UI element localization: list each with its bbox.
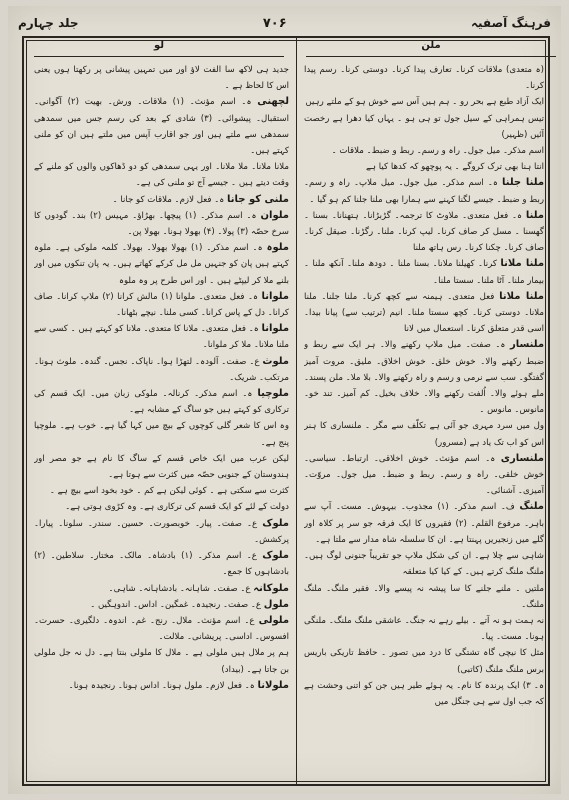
dictionary-entry — [304, 451, 544, 500]
entry-headword: ملوانا — [261, 290, 289, 302]
right-column-heading: ملن — [306, 40, 556, 57]
entry-text: نہ ہمت ہو نہ آتے ۔ بیلے رہے نہ جنگ۔ عاشقی ملنگ ملنگ۔ ملنگی ہونا۔ مست۔ پیا۔ — [304, 615, 544, 643]
entry-text: ہ۔ فعل متعدی۔ ملانا کا متعدی۔ ملانا کو کہتے ہیں ۔ کسی سے ملنا ملانا۔ ملا کر ملوانا۔ — [34, 324, 289, 351]
dictionary-entry — [304, 418, 544, 450]
entry-text: مثل کا نیچی گاہ تشتگی کا درد میں تصور ۔ حافظ تاریکی باریس برس ملنگ ملنگ (کاتبی) — [304, 648, 544, 675]
entry-text: لیکن عرب میں ایک خاص قسم کے ساگ کا نام ہے جو مصر اور ہندوستان کے جنوبی حصّہ میں کثرت سے ہوتا ہے۔ — [34, 453, 289, 481]
entry-headword: ملولی — [258, 614, 289, 626]
dictionary-entry — [304, 548, 544, 580]
dictionary-entry — [304, 94, 544, 110]
page-header — [18, 12, 551, 34]
entry-headword: ملنی کو جانا — [227, 193, 289, 205]
column-divider — [296, 38, 297, 784]
entry-text: ع۔ صفت۔ پیار۔ خوبصورت۔ حسین۔ سندر۔ سلونا۔ پیارا۔ پرکشش۔ — [34, 518, 289, 545]
book-title: فرہنگ آصفیہ — [471, 16, 551, 30]
scanned-page — [8, 6, 561, 794]
entry-text: ہ۔ اسم مؤنث۔ (۱) ملاقات۔ ورش۔ بھیت (۲) آگوانی۔ استقبال۔ پیشوائی۔ (۳) شادی کے بعد کی رسم جس میں سمدھی سمدھی سے ملتے ہیں اور جو اقارب آپس میں ملتے ہیں ان کو ملنی کہتے ہیں۔ — [34, 97, 289, 157]
entry-text: ہ۔ فعل متعدی۔ ملوانا (۱) مالش کرانا (۲) ملاپ کرانا۔ صاف کرانا۔ دل کے پاس کرانا۔ کسی ملنا۔ نیچے بٹھانا۔ — [34, 291, 289, 319]
entry-text: ہ۔ اسم مذکر۔ (۱) پیچھا۔ بھڑاؤ۔ مہیس (۲) بند۔ گودوں کا سرخ حصّہ (۳) پولا۔ (۴) بھولا ہونا۔ بھولا پن۔ — [34, 210, 289, 238]
dictionary-entry — [34, 62, 289, 94]
entry-text: ع۔ صفت۔ رنجیدہ۔ غمگین۔ اداس۔ اندوہگیں ۔ — [90, 599, 262, 610]
dictionary-entry — [34, 208, 289, 240]
entry-text: دولت کے لئے کو ایک قسم کی ترکاری ہے۔ وہ کڑوی ہوتی ہے۔ — [65, 502, 289, 513]
entry-headword: ملوچیا — [257, 388, 289, 400]
entry-text: ملانا ملانا۔ ملا ملانا۔ اور یہی سمدھی کو دو ڈھاکوں والوں کو ملنے کے وقت دیتے ہیں ۔ جیسے آج تو ملنی کی ہے۔ — [34, 162, 289, 189]
entry-headword: ملول — [263, 598, 289, 610]
dictionary-entry — [304, 645, 544, 677]
entry-headword: ملنا جلنا — [501, 177, 544, 189]
entry-headword: ملنگ — [519, 501, 544, 513]
dictionary-entry — [304, 581, 544, 613]
entry-text: فعل متعدی۔ ہیمنہ سے کچھ کرنا۔ ملنا جلنا۔ ملنا ملانا۔ دوستی کرنا۔ کچھ سستا ملنا۔ انیم (ترتیب سے) پیانا بیدا۔ اسی قدر متعلق کرنا۔ استعمال میں لانا — [304, 291, 544, 335]
dictionary-entry — [34, 645, 289, 677]
dictionary-entry — [304, 337, 544, 418]
dictionary-entry — [304, 175, 544, 207]
dictionary-entry — [34, 451, 289, 483]
entry-text: ع۔ اسم مذکر۔ (۱) بادشاہ۔ مالک۔ مختار۔ سلاطین۔ (۲) بادشاہوں کا جمع۔ — [34, 551, 289, 578]
entry-text: شاہی سے چلا ہے۔ ان کی شکل ملاپ جو تقریباً جنونی لوگ ہیں۔ ملنگ ملنگ کرتے ہیں۔ کے کیا کیا متعلقہ — [304, 551, 544, 578]
dictionary-entry — [304, 111, 544, 143]
page-number: ۷۰۶ — [262, 15, 287, 31]
entry-headword: ملنساری — [500, 452, 544, 464]
entry-text: ف۔ اسم مذکر۔ (۱) مجذوب۔ بیہوش۔ مست۔ آپ سے باہر۔ مرفوع القلم۔ (۲) فقیروں کا ایک فرقہ جو سر پر کلاہ اور گلے میں زنجیریں پہنتا ہے۔ ان کا سلسلہ شاہ مدار سے ملتا ہے۔ — [304, 502, 544, 545]
dictionary-entry — [34, 418, 289, 450]
page-frame — [22, 36, 550, 786]
entry-text: ع۔ صفت۔ شاہانہ۔ بادشاہانہ۔ شاہی۔ — [108, 583, 251, 594]
entry-text: ول میں سرد مہری جو آئی ہے تکلّف سے مگر ۔ ملنساری کا ہنر اس کو اب تک یاد ہے (مسرور) — [304, 421, 544, 448]
entry-text: ہم پر ملال ہیں ملولی ہے ۔ ملال کا ملولی بنتا ہے۔ دل نہ جل ملولی بن جاتا ہے۔ (بیداد) — [34, 648, 289, 675]
entry-headword: ملولانا — [257, 679, 289, 691]
entry-headword: ملوک — [262, 550, 289, 562]
dictionary-entry — [34, 597, 289, 613]
entry-headword: ملوث — [262, 355, 289, 367]
entry-text: انتا ہنا بھی ترک کروگے ۔ یہ پوچھو کہ کدھا کیا ہے — [366, 162, 544, 173]
entry-text: ہ۔ اسم مذکر۔ (۱) بھولا بھولا۔ بھولا۔ کلمہ ملوکی ہے۔ ملوہ کہتے ہیں پان کو جنہیں مل مل کرکے کھاتے ہیں۔ یہ پان تنکوں میں اور بلنے ملا کر لیپٹے ہیں ۔ اور اس طرح پر وہ ملوہ — [34, 243, 289, 286]
dictionary-entry — [34, 678, 289, 694]
dictionary-entry — [304, 613, 544, 645]
dictionary-entry — [304, 678, 544, 710]
entry-text: ہ۔ فعل متعدی۔ ملاوٹ کا ترجمہ۔ گڑبڑانا۔ ہتھنانا۔ بسنا ۔ گھسنا ۔ مسل کر صاف کرنا۔ لیپ کرنا۔ ملنا۔ رگڑنا۔ صیقل کرنا۔ صاف کرنا۔ چکنا کرنا۔ رس ہاتھ ملنا — [304, 210, 544, 254]
dictionary-entry — [304, 62, 544, 94]
entry-text: ہ۔ اسم مذکر۔ میل جول۔ میل ملاپ۔ راہ و رسم۔ ربط و ضبط۔ جیسے لگنا کہنے سے ہمارا بھی ملنا جلنا کم ہو گیا ۔ — [304, 178, 544, 205]
dictionary-entry — [34, 192, 289, 208]
entry-text: جدید ہی لاکھ سا الفت لاؤ اور میں تمہیں پیشانی پر رکھتا ہوں یعنی اس کا لحاظ ہے ۔ — [34, 65, 289, 92]
entry-headword: ملنسار — [509, 339, 544, 351]
right-column — [304, 62, 544, 778]
dictionary-entry — [34, 516, 289, 548]
entry-headword: ملوک — [262, 517, 289, 529]
dictionary-entry — [34, 581, 289, 597]
dictionary-entry — [34, 499, 289, 515]
entry-headword: لچھنی — [257, 96, 289, 108]
dictionary-entry — [34, 289, 289, 321]
dictionary-entry — [34, 386, 289, 418]
entry-headword: ملوکانہ — [253, 582, 289, 594]
entry-text: ملتیں ۔ ملنے جلنے کا سا پیشہ نہ پیسے والا۔ فقیر ملنگ۔ ملنگ ملنگ۔ — [304, 583, 544, 610]
entry-headword: ملنا ملانا — [499, 290, 544, 302]
entry-text: ع۔ اسم مؤنث۔ ملال۔ رنج۔ غم۔ اندوہ۔ دلگیری۔ حسرت۔ افسوس۔ اداسی۔ پریشانی۔ ملالت۔ — [34, 615, 289, 643]
entry-headword: ملوہ — [266, 242, 289, 254]
dictionary-entry — [34, 548, 289, 580]
entry-headword: ملنا ملانا — [500, 258, 544, 270]
entry-text: اسم مذکر۔ میل جول۔ راہ و رسم۔ ربط و ضبط۔ ملاقات ۔ — [331, 146, 544, 157]
entry-text: ہ۔ ۳) ایک پرندہ کا نام۔ یہ ہوئے طیر ہیں جن کو اتنی وحشت ہے کہ جب اول سے ہی جنگل میں — [304, 680, 544, 707]
entry-text: کثرت سے سکتی ہے ۔ کوئی لیکن ہے کم ۔ خود بخود اسے بیچ ہے ۔ — [49, 486, 289, 497]
entry-text: ع۔ صفت۔ آلودہ۔ لتھڑا ہوا۔ ناپاک۔ نجس۔ گندہ۔ ملوث ہونا۔ مرتکب۔ شریک۔ — [34, 356, 289, 383]
dictionary-entry — [34, 240, 289, 289]
dictionary-entry — [34, 321, 289, 353]
dictionary-entry — [304, 289, 544, 338]
dictionary-entry — [34, 354, 289, 386]
dictionary-entry — [304, 256, 544, 288]
entry-headword: ملوان — [260, 209, 289, 221]
dictionary-entry — [304, 143, 544, 159]
entry-text: کرنا۔ کھیلنا ملانا۔ بسنا ملنا ۔ دودھ ملنا۔ آنکھ ملنا ۔ بیمار ملنا۔ آٹا ملنا۔ سستا ملنا۔ — [304, 259, 544, 286]
entry-headword: ملوانا — [261, 323, 289, 335]
entry-text: ہ۔ صفت۔ میل ملاپ رکھنے والا۔ ہر ایک سے ربط و ضبط رکھنے والا۔ خوش خلق۔ خوش اخلاق۔ ملیق۔ مروت آمیز گفتگو۔ سب سے نرمی و رسم و راہ رکھنے والا۔ بلا ملا۔ ملن پسند۔ ملے ہوئے والا۔ اُلفت رکھنے والا۔ خلاف بخیل۔ کم آمیز۔ تند خو۔ مانوس۔ مانوس ۔ — [304, 340, 544, 416]
dictionary-entry — [34, 613, 289, 645]
entry-text: ہ۔ اسم مذکر۔ کرنالہ۔ ملوکی زبان میں۔ ایک قسم کی ترکاری کو کہتے ہیں جو ساگ کے مشابہ ہے۔ — [34, 389, 289, 416]
entry-text: ہ۔ فعل لازم۔ ملول ہونا۔ اداس ہونا۔ رنجیدہ ہونا۔ — [68, 680, 255, 691]
dictionary-entry — [304, 499, 544, 548]
dictionary-entry — [304, 159, 544, 175]
left-column-heading: لو — [34, 40, 284, 57]
dictionary-entry — [34, 483, 289, 499]
entry-text: وہ اس کا شعر گلی کوچوں کے بیچ میں کہا گیا ہے۔ خوب ہے۔ ملوچیا پنج ہے۔ — [34, 421, 289, 448]
entry-text: ہ۔ فعل لازم۔ ملاقات کو جانا ۔ — [112, 194, 225, 205]
entry-text: ہ۔ اسم مؤنث۔ خوش اخلاقی۔ ارتباط۔ سیاسی۔ خوش خلقی۔ راہ و رسم۔ ربط و ضبط۔ میل جول۔ مروّت۔ آمیزی۔ آشنائی۔ — [304, 453, 544, 497]
left-column — [34, 62, 289, 778]
entry-text: ایک آزاد طبع ہے بحر رو ۔ ہم ہیں آس سے خوش ہو کے ملتے رہیں — [305, 97, 544, 108]
dictionary-entry — [304, 208, 544, 257]
entry-headword: ملنا — [525, 209, 544, 221]
entry-text: (ہ متعدی) ملاقات کرنا۔ تعارف پیدا کرنا۔ دوستی کرنا۔ رسم پیدا کرنا۔ — [304, 65, 544, 92]
entry-text: تیس ہمراہی کے سیل جول تو ہی ہو ۔ یہاں کیا دھرا ہے رخصت آئیں (ظہیر) — [304, 113, 544, 140]
dictionary-entry — [34, 159, 289, 191]
dictionary-entry — [34, 94, 289, 159]
volume-label: جلد چہارم — [18, 16, 79, 30]
